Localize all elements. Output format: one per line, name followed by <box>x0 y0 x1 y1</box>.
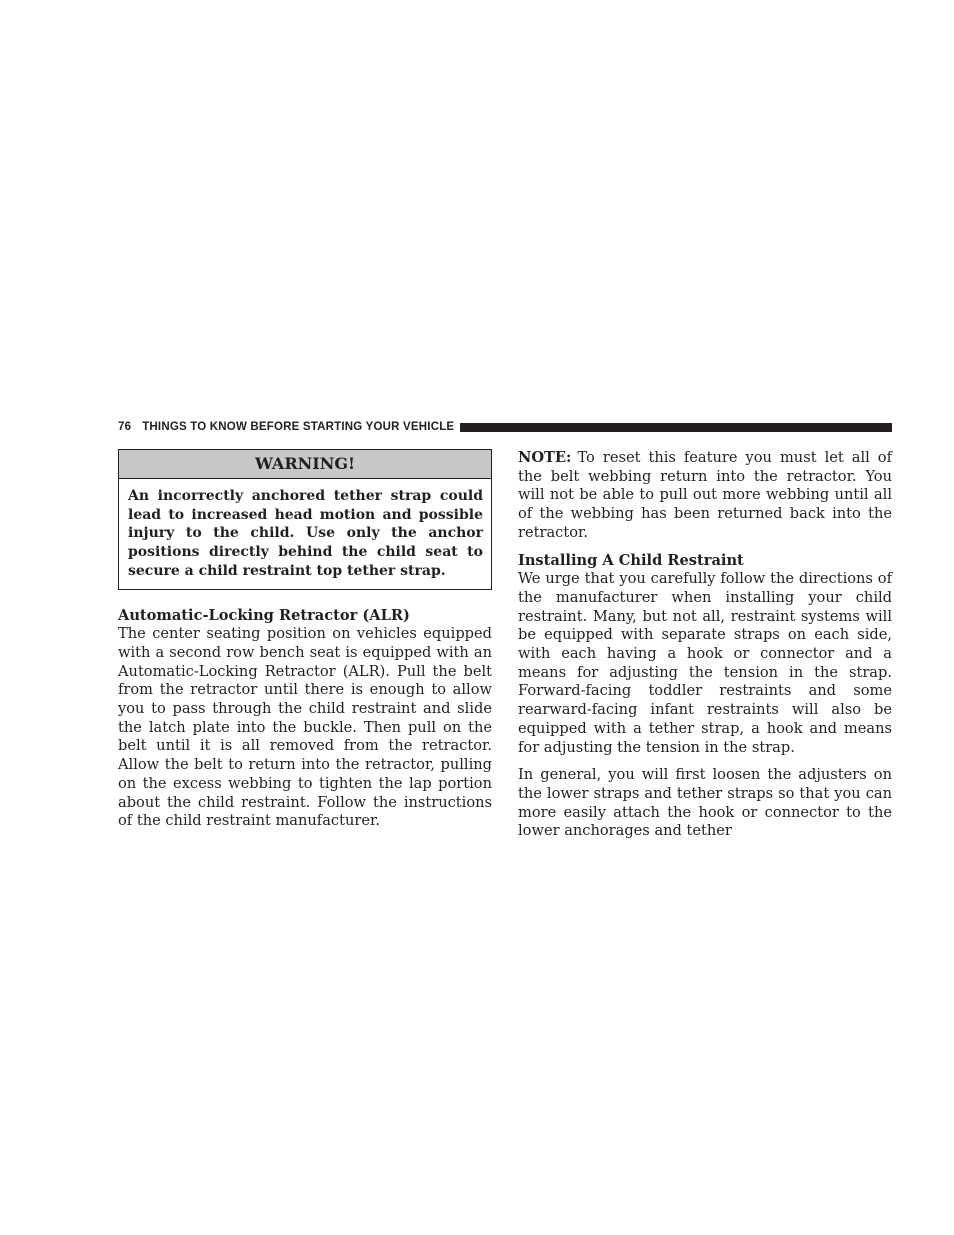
install-paragraph: We urge that you carefully follow the directions of the manufacturer when installing your child restraint. Many, but not all, restraint systems will be equipped with separate straps on each side, with each having a hook or connector and a means for adjusting the tension in the strap. Forward-facing toddler restraints and some rearward-facing infant restraints will also be equipped with a tether strap, a hook and means for adjusting the tension in the strap. <box>518 570 892 756</box>
page-header <box>118 419 892 435</box>
note-label: NOTE: <box>518 449 572 466</box>
warning-box <box>118 449 492 590</box>
left-column <box>118 449 492 831</box>
install-paragraph-2: In general, you will first loosen the adjusters on the lower straps and tether straps so that you can more easily attach the hook or connector to the lower anchorages and tether <box>518 766 892 840</box>
note-text: To reset this feature you must let all of the belt webbing return into the retractor. You will not be able to pull out more webbing until all of the webbing has been returned back into the retractor. <box>518 449 892 541</box>
page-number: 76 <box>118 421 132 433</box>
install-heading: Installing A Child Restraint <box>518 551 744 569</box>
warning-title: WARNING! <box>119 450 491 479</box>
right-column <box>518 449 892 841</box>
warning-text: An incorrectly anchored tether strap could lead to increased head motion and possible injury to the child. Use only the anchor positions directly behind the child seat to secure a child restraint top tether strap. <box>128 488 483 579</box>
header-rule <box>460 423 892 432</box>
alr-paragraph: The center seating position on vehicles equipped with a second row bench seat is equipped with an Automatic-Locking Retractor (ALR). Pull the belt from the retractor until there is enough to allow you to pass through the child restraint and slide the latch plate into the buckle. Then pull on the belt until it is all removed from the retractor. Allow the belt to return into the retractor, pulling on the excess webbing to tighten the lap portion about the child restraint. Follow the instructions of the child restraint manufacturer. <box>118 625 492 830</box>
note-paragraph <box>518 449 892 543</box>
chapter-title: THINGS TO KNOW BEFORE STARTING YOUR VEHICLE <box>142 421 455 433</box>
alr-heading: Automatic-Locking Retractor (ALR) <box>118 606 410 624</box>
